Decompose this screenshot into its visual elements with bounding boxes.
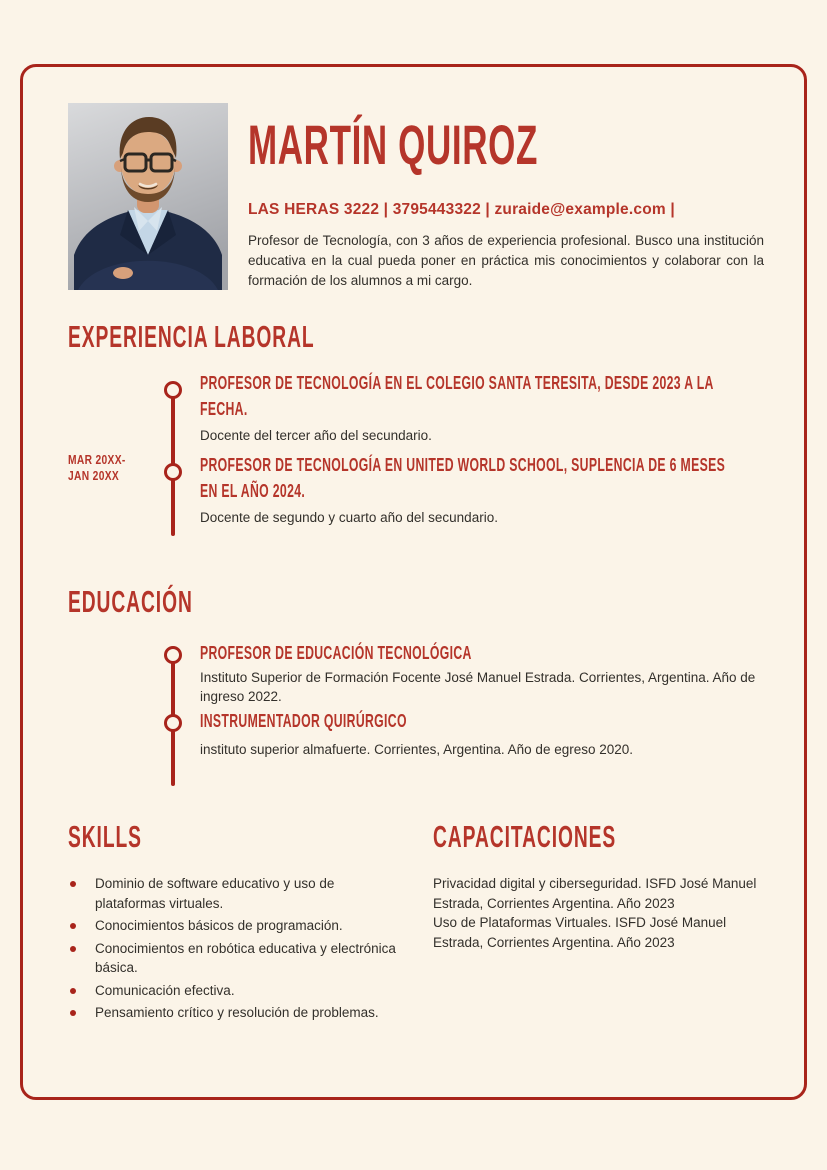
education-item-title: PROFESOR DE EDUCACIÓN TECNOLÓGICA	[200, 643, 472, 663]
trainings-list	[433, 874, 771, 952]
education-item-title: INSTRUMENTADOR QUIRÚRGICO	[200, 711, 407, 731]
profile-photo	[68, 103, 228, 290]
experience-item-title: PROFESOR DE TECNOLOGÍA EN EL COLEGIO SANTA TERESITA, DESDE 2023 A LA FECHA.	[200, 373, 714, 419]
training-item: Privacidad digital y ciberseguridad. ISFD José Manuel Estrada, Corrientes Argentina. Año 2023	[433, 876, 757, 911]
timeline-dot	[164, 381, 182, 399]
skill-item: Comunicación efectiva.	[68, 981, 402, 1001]
section-heading-trainings: CAPACITACIONES	[433, 819, 617, 854]
education-item-description: Instituto Superior de Formación Focente José Manuel Estrada. Corrientes, Argentina. Año de ingreso 2022.	[200, 670, 756, 704]
skill-item: Dominio de software educativo y uso de plataformas virtuales.	[68, 874, 402, 913]
experience-item-date: MAR 20XX- JAN 20XX	[68, 453, 126, 483]
contact-line: LAS HERAS 3222 | 3795443322 | zuraide@example.com |	[248, 201, 675, 218]
experience-item-title: PROFESOR DE TECNOLOGÍA EN UNITED WORLD SCHOOL, SUPLENCIA DE 6 MESES EN EL AÑO 2024.	[200, 455, 726, 501]
experience-item-description: Docente del tercer año del secundario.	[200, 428, 432, 443]
skill-item: Conocimientos en robótica educativa y electrónica básica.	[68, 939, 402, 978]
skill-item: Conocimientos básicos de programación.	[68, 916, 402, 936]
training-item: Uso de Plataformas Virtuales. ISFD José Manuel Estrada, Corrientes Argentina. Año 2023	[433, 915, 727, 950]
experience-item-description: Docente de segundo y cuarto año del secundario.	[200, 510, 498, 525]
candidate-name: MARTÍN QUIROZ	[248, 113, 539, 176]
profile-summary: Profesor de Tecnología, con 3 años de experiencia profesional. Busco una institución educativa en la cual pueda poner en práctica mis conocimientos y colaborar con la formación de los alumnos a mi cargo.	[248, 233, 764, 288]
skills-list	[68, 874, 402, 1026]
timeline-dot	[164, 714, 182, 732]
section-heading-skills: SKILLS	[68, 819, 142, 854]
education-item-description: instituto superior almafuerte. Corrientes, Argentina. Año de egreso 2020.	[200, 742, 634, 757]
timeline-dot	[164, 646, 182, 664]
skill-item: Pensamiento crítico y resolución de problemas.	[68, 1003, 402, 1023]
section-heading-experience: EXPERIENCIA LABORAL	[68, 319, 315, 354]
section-heading-education: EDUCACIÓN	[68, 584, 193, 619]
